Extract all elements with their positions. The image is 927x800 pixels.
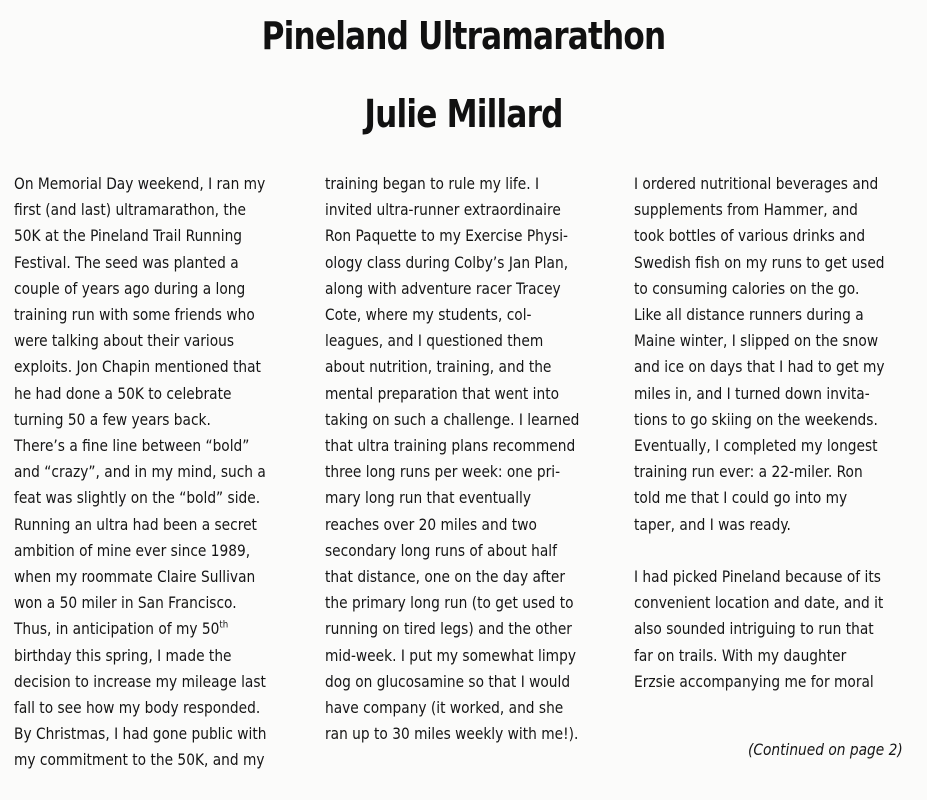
text-line: By Christmas, I had gone public with (14, 724, 267, 744)
text-line: taking on such a challenge. I learned (325, 409, 580, 429)
text-line: leagues, and I questioned them (325, 331, 544, 351)
text-line: fall to see how my body responded. (14, 698, 261, 718)
text-line: Running an ultra had been a secret (14, 514, 257, 534)
text-line: miles in, and I turned down invita- (634, 383, 870, 403)
article-author: Julie Millard (364, 92, 563, 136)
continued-note: (Continued on page 2) (748, 740, 903, 759)
text-line: and ice on days that I had to get my (634, 357, 885, 377)
text-line: mid-week. I put my somewhat limpy (325, 645, 576, 665)
text-line: that distance, one on the day after (325, 567, 566, 587)
text-line: first (and last) ultramarathon, the (14, 200, 246, 220)
text-line: I had picked Pineland because of its (634, 567, 881, 587)
text-line: also sounded intriguing to run that (634, 619, 874, 639)
text-line: training run with some friends who (14, 305, 255, 325)
text-line: taper, and I was ready. (634, 514, 791, 534)
text-line: about nutrition, training, and the (325, 357, 552, 377)
text-line: invited ultra-runner extraordinaire (325, 200, 561, 220)
text-line: turning 50 a few years back. (14, 409, 211, 429)
text-line: Ron Paquette to my Exercise Physi- (325, 226, 568, 246)
text-line: mental preparation that went into (325, 383, 560, 403)
text-line: ambition of mine ever since 1989, (14, 540, 251, 560)
text-line: training run ever: a 22-miler. Ron (634, 462, 863, 482)
text-line: I ordered nutritional beverages and (634, 174, 879, 193)
text-line: Eventually, I completed my longest (634, 436, 878, 456)
text-line: three long runs per week: one pri- (325, 462, 561, 482)
text-line: On Memorial Day weekend, I ran my (14, 174, 266, 193)
text-line: decision to increase my mileage last (14, 671, 266, 691)
article-column-2 (325, 171, 621, 747)
text-line: won a 50 miler in San Francisco. (14, 593, 237, 613)
text-line: birthday this spring, I made the (14, 645, 232, 665)
text-line: the primary long run (to get used to (325, 593, 574, 613)
text-line: couple of years ago during a long (14, 278, 246, 298)
text-line: running on tired legs) and the other (325, 619, 572, 639)
text-line: ran up to 30 miles weekly with me!). (325, 724, 579, 744)
text-line: Swedish fish on my runs to get used (634, 252, 885, 272)
text-line: 50K at the Pineland Trail Running (14, 226, 243, 246)
paragraph-break (634, 538, 925, 564)
text-line: along with adventure racer Tracey (325, 278, 561, 298)
text-line: have company (it worked, and she (325, 698, 564, 718)
text-line: Cote, where my students, col- (325, 305, 532, 325)
text-line: he had done a 50K to celebrate (14, 383, 232, 403)
text-line: and “crazy”, and in my mind, such a (14, 462, 266, 482)
text-line: reaches over 20 miles and two (325, 514, 537, 534)
text-line: Thus, in anticipation of my 50th (14, 619, 229, 639)
text-line: Maine winter, I slipped on the snow (634, 331, 879, 351)
text-line: Festival. The seed was planted a (14, 252, 239, 272)
text-line: ology class during Colby’s Jan Plan, (325, 252, 569, 272)
text-line: Like all distance runners during a (634, 305, 864, 325)
ordinal-superscript: th (219, 620, 229, 632)
text-line: exploits. Jon Chapin mentioned that (14, 357, 261, 377)
text-line: my commitment to the 50K, and my (14, 750, 265, 770)
article-title: Pineland Ultramarathon (261, 14, 666, 58)
text-line: convenient location and date, and it (634, 593, 884, 613)
text-line: There’s a fine line between “bold” (14, 436, 250, 456)
text-line: Erzsie accompanying me for moral (634, 671, 874, 691)
article-column-1 (14, 171, 308, 774)
text-line: were talking about their various (14, 331, 235, 351)
text-line: when my roommate Claire Sullivan (14, 567, 256, 587)
text-line: supplements from Hammer, and (634, 200, 858, 220)
text-line: far on trails. With my daughter (634, 645, 847, 665)
text-line: tions to go skiing on the weekends. (634, 409, 878, 429)
text-line: to consuming calories on the go. (634, 278, 860, 298)
article-column-3 (634, 171, 925, 695)
text-line: training began to rule my life. I (325, 174, 540, 193)
text-line: feat was slightly on the “bold” side. (14, 488, 261, 508)
text-line: mary long run that eventually (325, 488, 532, 508)
text-line: that ultra training plans recommend (325, 436, 576, 456)
text-line: took bottles of various drinks and (634, 226, 866, 246)
text-line: secondary long runs of about half (325, 540, 557, 560)
text-line: dog on glucosamine so that I would (325, 671, 571, 691)
text-line: told me that I could go into my (634, 488, 848, 508)
